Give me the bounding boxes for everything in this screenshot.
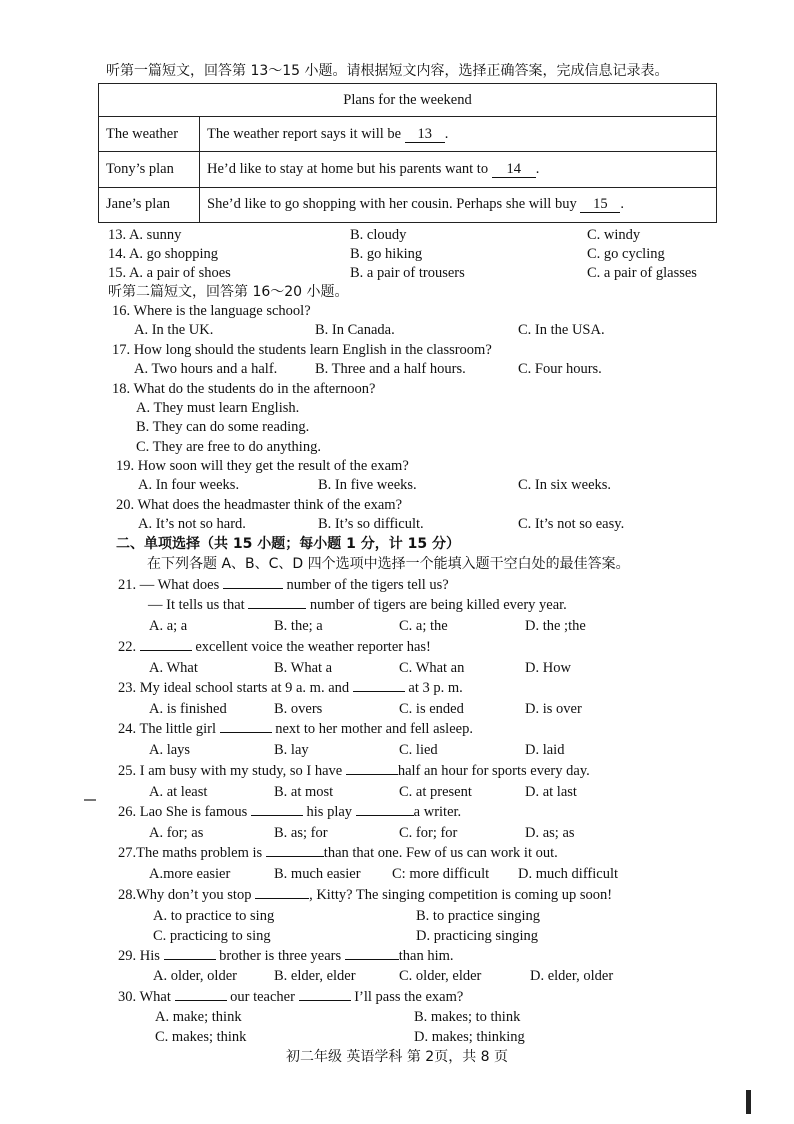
q28-option-c[interactable]: C. practicing to sing xyxy=(153,928,271,944)
q26-option-b[interactable]: B. as; for xyxy=(274,825,328,841)
q14-option-c[interactable]: C. go cycling xyxy=(587,246,665,262)
q27-blank[interactable] xyxy=(266,856,324,857)
q26-option-c[interactable]: C. for; for xyxy=(399,825,458,841)
section-2-title: 二、单项选择（共 15 小题；每小题 1 分，计 15 分） xyxy=(116,536,460,552)
q21-option-c[interactable]: C. a; the xyxy=(399,618,448,634)
q15-option-b[interactable]: B. a pair of trousers xyxy=(350,265,465,281)
q23-option-b[interactable]: B. overs xyxy=(274,701,323,717)
q25-option-a[interactable]: A. at least xyxy=(149,784,208,800)
q29-stem: 29. His brother is three years than him. xyxy=(118,948,454,964)
q23-stem: 23. My ideal school starts at 9 a. m. and at 3 p. m. xyxy=(118,680,463,696)
q30-option-c[interactable]: C. makes; think xyxy=(155,1029,247,1045)
q18-option-b[interactable]: B. They can do some reading. xyxy=(136,419,310,435)
listening-instruction-2: 听第二篇短文，回答第 16～20 小题。 xyxy=(108,284,349,300)
row-label-jane: Jane’s plan xyxy=(99,187,200,222)
q15-option-a[interactable]: 15. A. a pair of shoes xyxy=(108,265,231,281)
q21-option-b[interactable]: B. the; a xyxy=(274,618,323,634)
q17-stem: 17. How long should the students learn English in the classroom? xyxy=(112,342,492,358)
q27-option-b[interactable]: B. much easier xyxy=(274,866,361,882)
q24-option-c[interactable]: C. lied xyxy=(399,742,438,758)
q13-option-a[interactable]: 13. A. sunny xyxy=(108,227,182,243)
q29-option-c[interactable]: C. older, elder xyxy=(399,968,482,984)
q24-stem: 24. The little girl next to her mother and fell asleep. xyxy=(118,721,473,737)
q27-option-d[interactable]: D. much difficult xyxy=(518,866,619,882)
q28-option-d[interactable]: D. practicing singing xyxy=(416,928,539,944)
q24-option-b[interactable]: B. lay xyxy=(274,742,309,758)
answer-blank-15[interactable]: 15 xyxy=(580,196,620,213)
q20-stem: 20. What does the headmaster think of the exam? xyxy=(116,497,403,513)
q14-option-b[interactable]: B. go hiking xyxy=(350,246,423,262)
q13-option-c[interactable]: C. windy xyxy=(587,227,641,243)
q17-option-b[interactable]: B. Three and a half hours. xyxy=(315,361,466,377)
info-record-table xyxy=(98,83,717,223)
q26-option-a[interactable]: A. for; as xyxy=(149,825,204,841)
q30-stem: 30. What our teacher I’ll pass the exam? xyxy=(118,989,464,1005)
row-label-tony: Tony’s plan xyxy=(99,152,200,187)
q30-blank-2[interactable] xyxy=(299,1000,351,1001)
q16-stem: 16. Where is the language school? xyxy=(112,303,311,319)
q25-blank[interactable] xyxy=(346,774,398,775)
q23-option-d[interactable]: D. is over xyxy=(525,701,582,717)
q14-option-a[interactable]: 14. A. go shopping xyxy=(108,246,218,262)
q23-option-a[interactable]: A. is finished xyxy=(149,701,227,717)
table-title: Plans for the weekend xyxy=(99,84,717,117)
q22-stem: 22. excellent voice the weather reporter has! xyxy=(118,639,431,655)
q24-option-a[interactable]: A. lays xyxy=(149,742,191,758)
scan-mark-corner xyxy=(746,1090,751,1114)
q21-option-d[interactable]: D. the ;the xyxy=(525,618,586,634)
q24-blank[interactable] xyxy=(220,732,272,733)
q20-option-c[interactable]: C. It’s not so easy. xyxy=(518,516,625,532)
q21-option-a[interactable]: A. a; a xyxy=(149,618,188,634)
page-footer: 初二年级 英语学科 第 2页，共 8 页 xyxy=(285,1049,509,1065)
q23-option-c[interactable]: C. is ended xyxy=(399,701,464,717)
answer-blank-14[interactable]: 14 xyxy=(492,161,536,178)
q25-stem: 25. I am busy with my study, so I have half an hour for sports every day. xyxy=(118,763,590,779)
q19-option-a[interactable]: A. In four weeks. xyxy=(138,477,240,493)
q28-blank[interactable] xyxy=(255,898,309,899)
q30-option-a[interactable]: A. make; think xyxy=(155,1009,242,1025)
q19-option-c[interactable]: C. In six weeks. xyxy=(518,477,612,493)
q25-option-c[interactable]: C. at present xyxy=(399,784,472,800)
q29-option-b[interactable]: B. elder, elder xyxy=(274,968,356,984)
q18-option-a[interactable]: A. They must learn English. xyxy=(136,400,300,416)
q27-option-c[interactable]: C: more difficult xyxy=(392,866,490,882)
q18-stem: 18. What do the students do in the afternoon? xyxy=(112,381,376,397)
q26-stem: 26. Lao She is famous his play a writer. xyxy=(118,804,462,820)
q22-option-b[interactable]: B. What a xyxy=(274,660,333,676)
q29-option-d[interactable]: D. elder, older xyxy=(530,968,614,984)
q18-option-c[interactable]: C. They are free to do anything. xyxy=(136,439,321,455)
q28-stem: 28.Why don’t you stop , Kitty? The singing competition is coming up soon! xyxy=(118,887,613,903)
q25-option-b[interactable]: B. at most xyxy=(274,784,334,800)
answer-blank-13[interactable]: 13 xyxy=(405,126,445,143)
q20-option-a[interactable]: A. It’s not so hard. xyxy=(138,516,246,532)
q13-option-b[interactable]: B. cloudy xyxy=(350,227,407,243)
q22-option-c[interactable]: C. What an xyxy=(399,660,465,676)
q27-option-a[interactable]: A.more easier xyxy=(149,866,231,882)
q29-blank-1[interactable] xyxy=(164,959,216,960)
q22-option-a[interactable]: A. What xyxy=(149,660,198,676)
q26-option-d[interactable]: D. as; as xyxy=(525,825,575,841)
q29-blank-2[interactable] xyxy=(345,959,399,960)
row-content-jane: She’d like to go shopping with her cousin. Perhaps she will buy 15 . xyxy=(200,187,717,222)
row-content-weather: The weather report says it will be 13 . xyxy=(200,117,717,152)
q21-stem-line2: — It tells us that number of tigers are being killed every year. xyxy=(148,597,567,613)
q17-option-c[interactable]: C. Four hours. xyxy=(518,361,602,377)
q19-stem: 19. How soon will they get the result of the exam? xyxy=(116,458,409,474)
q19-option-b[interactable]: B. In five weeks. xyxy=(318,477,417,493)
q16-option-c[interactable]: C. In the USA. xyxy=(518,322,605,338)
q20-option-b[interactable]: B. It’s so difficult. xyxy=(318,516,424,532)
q27-stem: 27.The maths problem is than that one. Few of us can work it out. xyxy=(118,845,558,861)
q28-option-a[interactable]: A. to practice to sing xyxy=(153,908,275,924)
q28-option-b[interactable]: B. to practice singing xyxy=(416,908,541,924)
q16-option-a[interactable]: A. In the UK. xyxy=(134,322,214,338)
q25-option-d[interactable]: D. at last xyxy=(525,784,577,800)
q22-blank[interactable] xyxy=(140,650,192,651)
q21-stem-line1: 21. — What does number of the tigers tell us? xyxy=(118,577,449,593)
listening-instruction-1: 听第一篇短文，回答第 13～15 小题。请根据短文内容，选择正确答案，完成信息记录表。 xyxy=(106,63,669,79)
q30-option-b[interactable]: B. makes; to think xyxy=(414,1009,521,1025)
q21-blank-1[interactable] xyxy=(223,588,283,589)
q29-option-a[interactable]: A. older, older xyxy=(153,968,237,984)
q15-option-c[interactable]: C. a pair of glasses xyxy=(587,265,697,281)
q23-blank[interactable] xyxy=(353,691,405,692)
q30-blank-1[interactable] xyxy=(175,1000,227,1001)
row-content-tony: He’d like to stay at home but his parents want to 14 . xyxy=(200,152,717,187)
q30-option-d[interactable]: D. makes; thinking xyxy=(414,1029,525,1045)
q26-blank-1[interactable] xyxy=(251,815,303,816)
q26-blank-2[interactable] xyxy=(356,815,414,816)
scan-mark xyxy=(84,799,96,801)
q16-option-b[interactable]: B. In Canada. xyxy=(315,322,395,338)
q17-option-a[interactable]: A. Two hours and a half. xyxy=(134,361,278,377)
row-label-weather: The weather xyxy=(99,117,200,152)
q24-option-d[interactable]: D. laid xyxy=(525,742,565,758)
q22-option-d[interactable]: D. How xyxy=(525,660,571,676)
section-2-instruction: 在下列各题 A、B、C、D 四个选项中选择一个能填入题干空白处的最佳答案。 xyxy=(147,556,630,572)
q21-blank-2[interactable] xyxy=(248,608,306,609)
